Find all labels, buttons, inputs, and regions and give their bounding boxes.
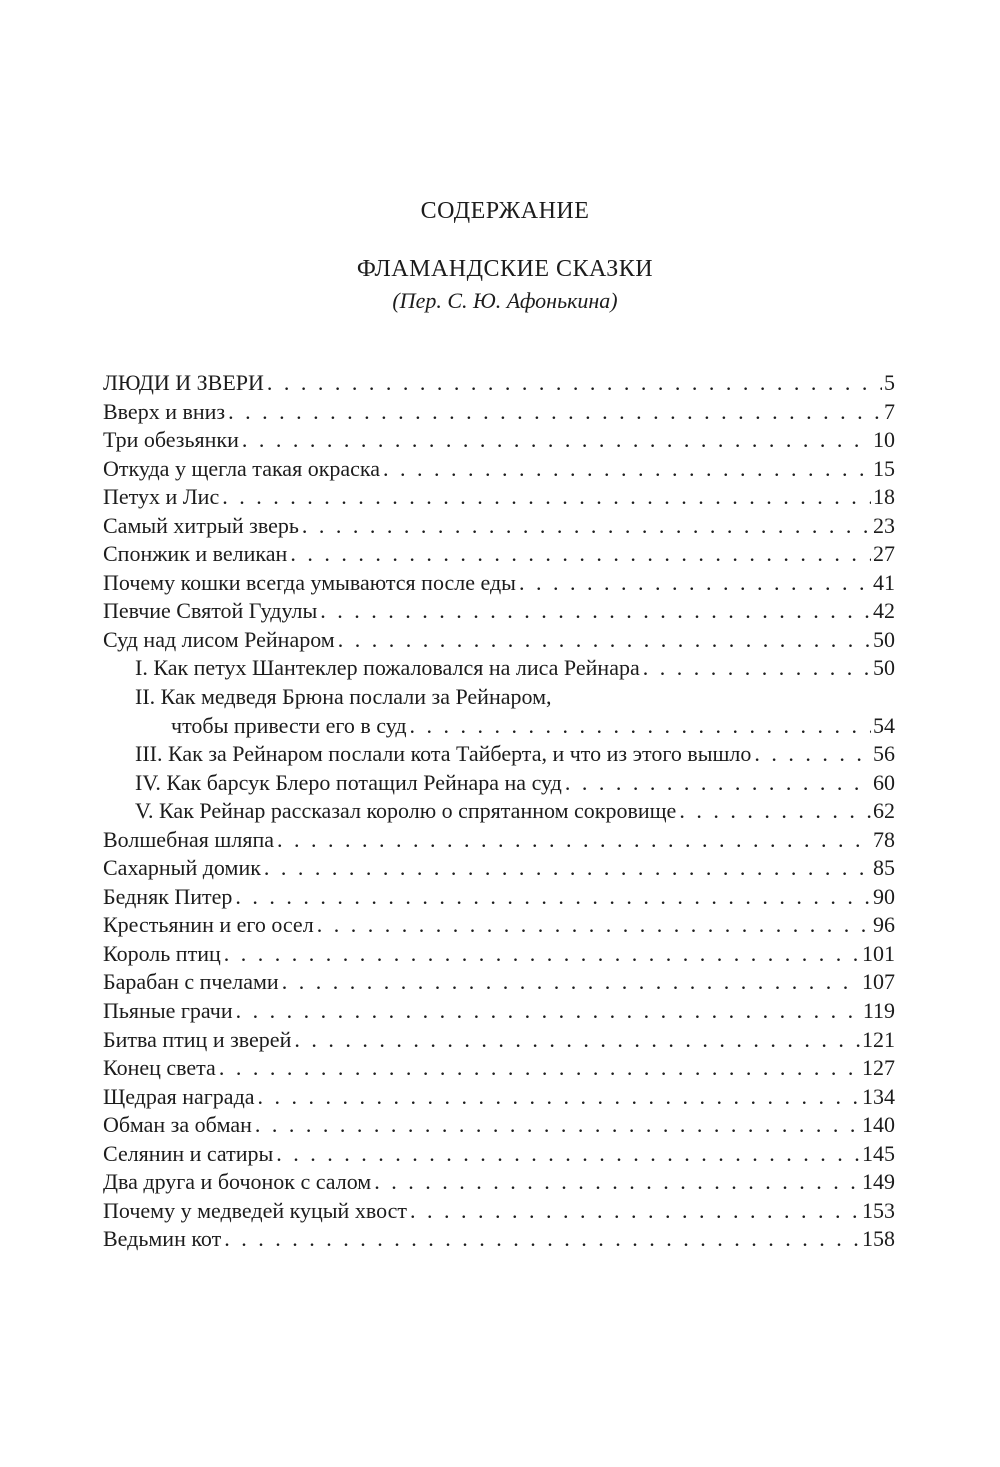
toc-entry[interactable] bbox=[103, 369, 895, 398]
toc-entry-page: 107 bbox=[862, 969, 895, 995]
toc-entry-page: 158 bbox=[862, 1226, 895, 1252]
toc-entry[interactable] bbox=[103, 1168, 895, 1197]
toc-subentry[interactable] bbox=[103, 683, 895, 712]
toc-entry-page: 18 bbox=[873, 484, 895, 510]
toc-entry-page: 149 bbox=[862, 1169, 895, 1195]
toc-entry[interactable] bbox=[103, 1026, 895, 1055]
toc-entry-page: 90 bbox=[873, 883, 895, 909]
toc-entry[interactable] bbox=[103, 883, 895, 912]
toc-entry-title: Суд над лисом Рейнаром bbox=[103, 626, 335, 652]
toc-dot-leader bbox=[282, 968, 860, 997]
toc-dot-leader bbox=[219, 1054, 860, 1083]
toc-entry-page: 153 bbox=[862, 1197, 895, 1223]
toc-entry[interactable] bbox=[103, 569, 895, 598]
toc-dot-leader bbox=[228, 398, 882, 427]
toc-entry[interactable] bbox=[103, 997, 895, 1026]
toc-dot-leader bbox=[643, 654, 871, 683]
toc-dot-leader bbox=[317, 911, 871, 940]
toc-entry[interactable] bbox=[103, 1054, 895, 1083]
toc-entry[interactable] bbox=[103, 626, 895, 655]
toc-entry-page: 140 bbox=[862, 1112, 895, 1138]
toc-entry-page: 96 bbox=[873, 912, 895, 938]
toc-entry-page: 50 bbox=[873, 655, 895, 681]
toc-entry-page: 7 bbox=[884, 398, 895, 424]
toc-entry-page: 134 bbox=[862, 1083, 895, 1109]
toc-entry-title: I. Как петух Шантеклер пожаловался на лиса Рейнара bbox=[135, 655, 640, 681]
toc-entry-title: Крестьянин и его осел bbox=[103, 912, 314, 938]
toc-dot-leader bbox=[224, 940, 860, 969]
toc-subentry[interactable] bbox=[103, 740, 895, 769]
toc-entry[interactable] bbox=[103, 1111, 895, 1140]
toc-dot-leader bbox=[264, 854, 871, 883]
toc-dot-leader bbox=[235, 883, 871, 912]
toc-entry-page: 15 bbox=[873, 455, 895, 481]
toc-entry-page: 78 bbox=[873, 826, 895, 852]
toc-dot-leader bbox=[267, 369, 882, 398]
toc-entry[interactable] bbox=[103, 483, 895, 512]
toc-entry-page: 85 bbox=[873, 855, 895, 881]
toc-entry-page: 56 bbox=[873, 741, 895, 767]
toc-entry[interactable] bbox=[103, 512, 895, 541]
toc-dot-leader bbox=[383, 455, 871, 484]
toc-entry-title: Спонжик и великан bbox=[103, 541, 288, 567]
toc-entry-title: Ведьмин кот bbox=[103, 1226, 222, 1252]
toc-entry-title: Пьяные грачи bbox=[103, 998, 233, 1024]
toc-entry-title: Певчие Святой Гудулы bbox=[103, 598, 318, 624]
toc-dot-leader bbox=[374, 1168, 860, 1197]
toc-dot-leader bbox=[294, 1026, 860, 1055]
toc-entry-title: III. Как за Рейнаром послали кота Тайберта, и что из этого вышло bbox=[135, 741, 752, 767]
toc-entry-page: 10 bbox=[873, 427, 895, 453]
toc-dot-leader bbox=[565, 769, 871, 798]
toc-entry-title: Почему кошки всегда умываются после еды bbox=[103, 569, 516, 595]
toc-entry-title: Барабан с пчелами bbox=[103, 969, 279, 995]
toc-dot-leader bbox=[222, 483, 871, 512]
toc-entry-page: 62 bbox=[873, 798, 895, 824]
toc-entry-title: Обман за обман bbox=[103, 1112, 252, 1138]
toc-entry-page: 41 bbox=[873, 569, 895, 595]
toc-dot-leader bbox=[519, 569, 871, 598]
toc-subentry[interactable] bbox=[103, 769, 895, 798]
toc-entry-title: Три обезьянки bbox=[103, 427, 239, 453]
toc-entry[interactable] bbox=[103, 1083, 895, 1112]
toc-dot-leader bbox=[320, 597, 871, 626]
toc-entry-title: Конец света bbox=[103, 1055, 216, 1081]
toc-entry-title: Щедрая награда bbox=[103, 1083, 255, 1109]
toc-entry-title: Петух и Лис bbox=[103, 484, 220, 510]
toc-entry-page: 121 bbox=[862, 1026, 895, 1052]
toc-entry-title: V. Как Рейнар рассказал королю о спрятанном сокровище bbox=[135, 798, 677, 824]
toc-subentry-continuation[interactable] bbox=[103, 712, 895, 741]
toc-entry-page: 101 bbox=[862, 940, 895, 966]
toc-entry-title: IV. Как барсук Блеро потащил Рейнара на суд bbox=[135, 769, 562, 795]
translator-credit: (Пер. С. Ю. Афонькина) bbox=[392, 288, 618, 313]
toc-entry-title: Откуда у щегла такая окраска bbox=[103, 455, 381, 481]
toc-entry-title: Битва птиц и зверей bbox=[103, 1026, 292, 1052]
toc-dot-leader bbox=[258, 1083, 860, 1112]
toc-entry[interactable] bbox=[103, 1197, 895, 1226]
toc-dot-leader bbox=[276, 1140, 860, 1169]
toc-entry[interactable] bbox=[103, 940, 895, 969]
toc-dot-leader bbox=[255, 1111, 860, 1140]
toc-entry[interactable] bbox=[103, 911, 895, 940]
toc-entry-page: 42 bbox=[873, 598, 895, 624]
toc-entry-title: Король птиц bbox=[103, 940, 221, 966]
toc-dot-leader bbox=[338, 626, 871, 655]
toc-entry[interactable] bbox=[103, 426, 895, 455]
toc-dot-leader bbox=[242, 426, 871, 455]
toc-subentry[interactable] bbox=[103, 797, 895, 826]
toc-dot-leader bbox=[302, 512, 871, 541]
toc-entry-title: Два друга и бочонок с салом bbox=[103, 1169, 372, 1195]
toc-entry-page: 119 bbox=[862, 998, 895, 1024]
toc-entry-page: 60 bbox=[873, 769, 895, 795]
toc-entry[interactable] bbox=[103, 1140, 895, 1169]
toc-entry-title: Вверх и вниз bbox=[103, 398, 226, 424]
toc-dot-leader bbox=[236, 997, 861, 1026]
toc-dot-leader bbox=[224, 1225, 860, 1254]
toc-entry-title: Волшебная шляпа bbox=[103, 826, 274, 852]
toc-entry[interactable] bbox=[103, 597, 895, 626]
toc-entry-title: Селянин и сатиры bbox=[103, 1140, 274, 1166]
toc-entry-page: 54 bbox=[873, 712, 895, 738]
toc-entry[interactable] bbox=[103, 1225, 895, 1254]
toc-entry-title: Почему у медведей куцый хвост bbox=[103, 1197, 407, 1223]
toc-entry[interactable] bbox=[103, 968, 895, 997]
table-of-contents bbox=[103, 369, 895, 1254]
toc-dot-leader bbox=[754, 740, 871, 769]
toc-entry[interactable] bbox=[103, 455, 895, 484]
toc-entry[interactable] bbox=[103, 398, 895, 427]
toc-entry-title: II. Как медведя Брюна послали за Рейнаром, bbox=[135, 684, 552, 710]
toc-dot-leader bbox=[410, 712, 871, 741]
toc-dot-leader bbox=[410, 1197, 860, 1226]
toc-dot-leader bbox=[277, 826, 871, 855]
section-title: ФЛАМАНДСКИЕ СКАЗКИ bbox=[356, 256, 654, 282]
toc-entry[interactable] bbox=[103, 826, 895, 855]
toc-entry-title: Самый хитрый зверь bbox=[103, 512, 299, 538]
toc-dot-leader bbox=[290, 540, 871, 569]
toc-entry-title: чтобы привести его в суд bbox=[171, 712, 407, 738]
toc-entry[interactable] bbox=[103, 540, 895, 569]
toc-entry-page: 27 bbox=[873, 541, 895, 567]
toc-entry-page: 145 bbox=[862, 1140, 895, 1166]
toc-entry-page: 23 bbox=[873, 512, 895, 538]
toc-entry-title: Сахарный домик bbox=[103, 855, 261, 881]
toc-entry-page: 127 bbox=[862, 1055, 895, 1081]
toc-entry-page: 50 bbox=[873, 626, 895, 652]
toc-entry-title: Бедняк Питер bbox=[103, 883, 233, 909]
toc-dot-leader bbox=[679, 797, 871, 826]
page-title: СОДЕРЖАНИЕ bbox=[420, 198, 590, 224]
toc-subentry[interactable] bbox=[103, 654, 895, 683]
toc-entry-page: 5 bbox=[884, 370, 895, 395]
toc-entry-title: ЛЮДИ И ЗВЕРИ bbox=[103, 370, 264, 395]
toc-entry[interactable] bbox=[103, 854, 895, 883]
